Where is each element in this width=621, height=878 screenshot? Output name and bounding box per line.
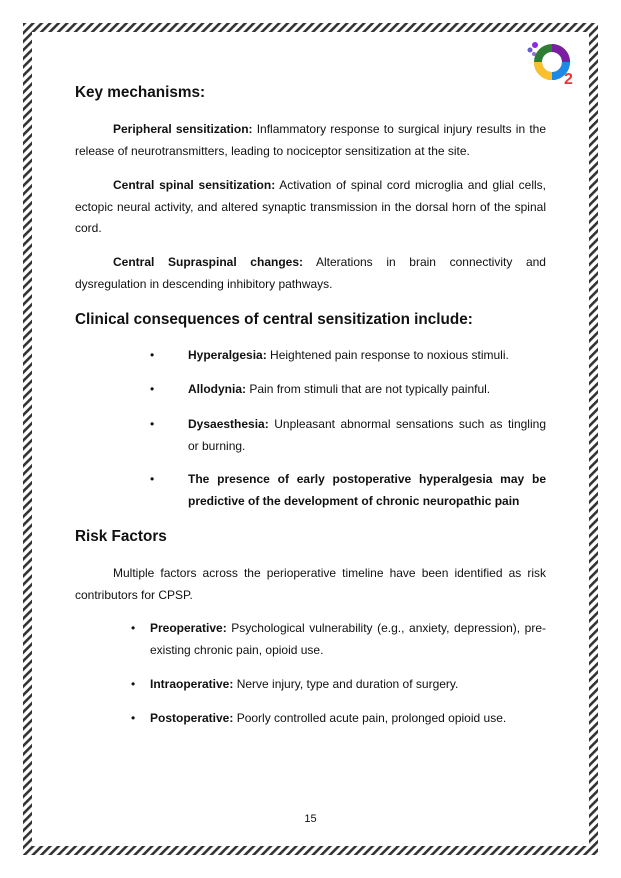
consequence-term: Allodynia:	[188, 382, 247, 396]
mechanism-term: Central Supraspinal changes:	[113, 255, 303, 269]
risk-preoperative	[150, 618, 546, 661]
consequence-text: Pain from stimuli that are not typically painful.	[246, 382, 491, 396]
risk-text: Poorly controlled acute pain, prolonged opioid use.	[233, 711, 507, 725]
bullet: •	[150, 348, 155, 362]
risk-term: Intraoperative:	[150, 677, 234, 691]
consequence-term: Dysaesthesia:	[188, 417, 269, 431]
mechanism-central-spinal	[75, 175, 546, 240]
heading-key-mechanisms: Key mechanisms:	[75, 84, 206, 101]
mechanism-text: Inflammatory response to surgical injury results in the release of neurotransmitters, leading to nociceptor sensitization at the site.	[75, 122, 547, 158]
page-number: 15	[304, 813, 317, 825]
consequence-allodynia	[188, 379, 546, 401]
risk-postoperative	[150, 708, 546, 730]
bullet: •	[131, 711, 136, 725]
bullet: •	[131, 621, 136, 635]
risk-term: Postoperative:	[150, 711, 234, 725]
risk-text: Psychological vulnerability (e.g., anxiety, depression), pre-existing chronic pain, opioid use.	[150, 621, 546, 657]
o2-logo	[524, 40, 580, 90]
bullet: •	[131, 677, 136, 691]
heading-risk-factors: Risk Factors	[75, 528, 167, 545]
bullet: •	[150, 417, 155, 431]
mechanism-text: Activation of spinal cord microglia and glial cells, ectopic neural activity, and altered synaptic transmission in the dorsal horn of the spinal cord.	[75, 178, 546, 235]
mechanism-text: Alterations in brain connectivity and dysregulation in descending inhibitory pathways.	[75, 255, 546, 291]
consequence-early-hyperalgesia	[188, 469, 546, 512]
consequence-text: Heightened pain response to noxious stimuli.	[266, 348, 509, 362]
risk-intraoperative	[150, 674, 546, 696]
mechanism-peripheral	[75, 119, 546, 162]
consequence-dysaesthesia	[188, 414, 546, 457]
mechanism-supraspinal	[75, 252, 546, 295]
mechanism-term: Peripheral sensitization:	[113, 122, 253, 136]
consequence-term: Hyperalgesia:	[188, 348, 267, 362]
risk-intro: Multiple factors across the perioperative timeline have been identified as risk contributors for CPSP.	[75, 566, 546, 602]
bullet: •	[150, 472, 155, 486]
consequence-text: Unpleasant abnormal sensations such as tingling or burning.	[188, 417, 546, 453]
risk-text: Nerve injury, type and duration of surgery.	[233, 677, 459, 691]
risk-term: Preoperative:	[150, 621, 227, 635]
mechanism-term: Central spinal sensitization:	[113, 178, 276, 192]
bullet: •	[150, 382, 155, 396]
consequence-term: The presence of early postoperative hyperalgesia may be predictive of the development of chronic neuropathic pain	[188, 472, 546, 508]
consequence-hyperalgesia	[188, 345, 546, 367]
svg-text:2: 2	[564, 71, 573, 88]
heading-clinical-consequences: Clinical consequences of central sensitization include:	[75, 311, 473, 328]
